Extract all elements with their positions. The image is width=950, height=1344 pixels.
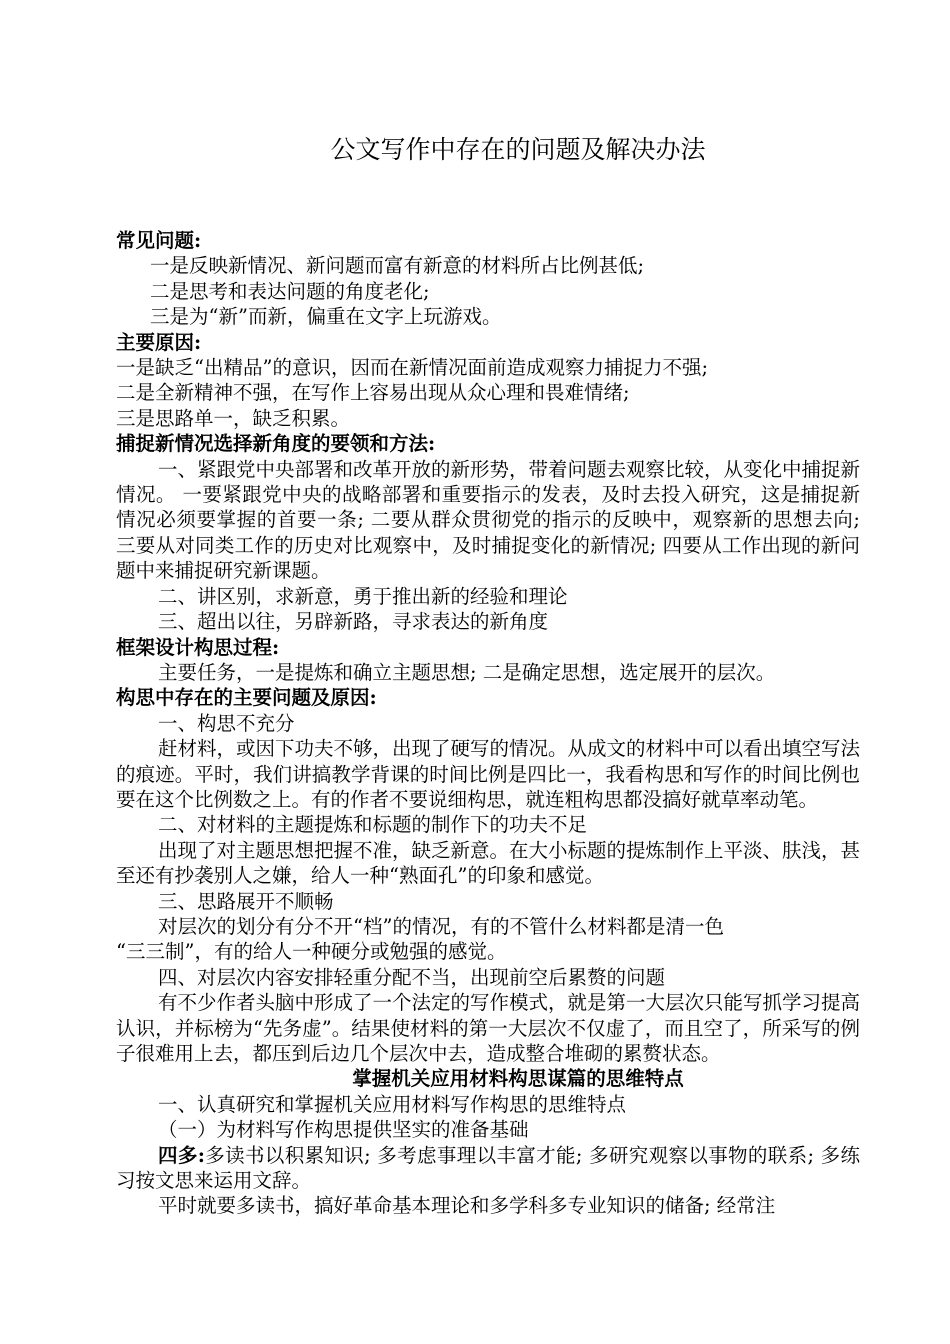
list-item: 三是思路单一，缺乏积累。 xyxy=(116,406,351,430)
section-heading-methods: 捕捉新情况选择新角度的要领和方法: xyxy=(116,432,436,456)
subheading: 四、对层次内容安排轻重分配不当，出现前空后累赘的问题 xyxy=(158,965,666,989)
list-item: 三是为“新”而新，偏重在文字上玩游戏。 xyxy=(150,305,502,329)
section-heading-common-problems: 常见问题: xyxy=(116,229,202,252)
paragraph: “三三制”，有的给人一种硬分或勉强的感觉。 xyxy=(116,940,507,964)
paragraph: 对层次的划分有分不开“档”的情况，有的不管什么材料都是清一色 xyxy=(158,914,724,938)
subheading: 一、构思不充分 xyxy=(158,711,295,735)
subheading: 二、对材料的主题提炼和标题的制作下的功夫不足 xyxy=(158,813,588,837)
subheading: （一）为材料写作构思提供坚实的准备基础 xyxy=(158,1118,529,1142)
paragraph: 有不少作者头脑中形成了一个法定的写作模式，就是第一大层次只能写抓学习提高认识，并标榜为“先务虚”。结果使材料的第一大层次不仅虚了，而且空了，所采写的例子很难用上去，都压到后边几个层次中去，造成整合堆砌的累赘状态。 xyxy=(116,991,861,1065)
list-item: 一是缺乏“出精品”的意识，因而在新情况面前造成观察力捕捉力不强; xyxy=(116,356,709,380)
paragraph: 三、超出以往，另辟新路，寻求表达的新角度 xyxy=(158,610,549,634)
list-item: 一是反映新情况、新问题而富有新意的材料所占比例甚低; xyxy=(150,254,645,278)
paragraph-text: 多读书以积累知识; 多考虑事理以丰富才能; 多研究观察以事物的联系; 多练习按文思来运用文辞。 xyxy=(116,1143,860,1193)
subheading: 一、认真研究和掌握机关应用材料写作构思的思维特点 xyxy=(158,1092,627,1116)
paragraph xyxy=(116,1143,860,1194)
paragraph: 主要任务，一是提炼和确立主题思想; 二是确定思想，选定展开的层次。 xyxy=(158,660,776,684)
section-heading-main-reasons: 主要原因: xyxy=(116,330,202,354)
paragraph: 平时就要多读书，搞好革命基本理论和多学科多专业知识的储备; 经常注 xyxy=(158,1194,776,1218)
section-title: 掌握机关应用材料构思谋篇的思维特点 xyxy=(352,1067,684,1091)
subheading: 三、思路展开不顺畅 xyxy=(158,889,334,913)
list-item: 二是全新精神不强，在写作上容易出现从众心理和畏难情绪; xyxy=(116,381,630,405)
paragraph: 赶材料，或因下功夫不够，出现了硬写的情况。从成文的材料中可以看出填空写法的痕迹。平时，我们讲搞教学背课的时间比例是四比一，我看构思和写作的时间比例也要在这个比例数之上。有的作者不要说细构思，就连粗构思都没搞好就草率动笔。 xyxy=(116,737,861,811)
bold-label: 四多: xyxy=(158,1143,205,1167)
section-heading-problems-in-conception: 构思中存在的主要问题及原因: xyxy=(116,686,377,710)
paragraph: 二、讲区别，求新意，勇于推出新的经验和理论 xyxy=(158,584,568,608)
paragraph: 出现了对主题思想把握不准，缺乏新意。在大小标题的提炼制作上平淡、肤浅，甚至还有抄袭别人之嫌，给人一种“熟面孔”的印象和感觉。 xyxy=(116,838,861,888)
document-title: 公文写作中存在的问题及解决办法 xyxy=(330,135,706,164)
list-item: 二是思考和表达问题的角度老化; xyxy=(150,279,430,303)
document-page xyxy=(116,132,860,1219)
paragraph: 一、紧跟党中央部署和改革开放的新形势，带着问题去观察比较，从变化中捕捉新情况。 一要紧跟党中央的战略部署和重要指示的发表，及时去投入研究，这是捕捉新情况必须要掌握的首要一条; 二要从群众贯彻党的指示的反映中，观察新的思想去向; 三要从对同类工作的历史对比观察中，及时捕捉变化的新情况; 四要从工作出现的新问题中来捕捉研究新课题。 xyxy=(116,457,861,583)
section-heading-framework: 框架设计构思过程: xyxy=(116,635,280,659)
